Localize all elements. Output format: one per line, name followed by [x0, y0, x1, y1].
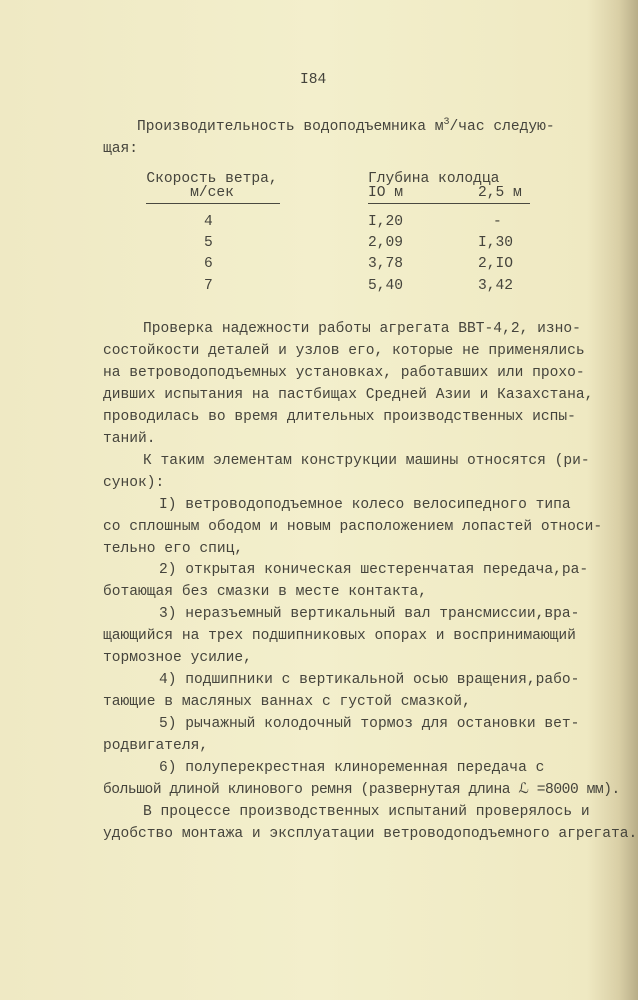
cell-speed: 5: [204, 235, 213, 251]
text-line: таний.: [103, 430, 156, 447]
superscript: 3: [443, 117, 450, 128]
cell-depth-2-5: I,30: [478, 235, 514, 251]
text-line: ботающая без смазки в месте контакта,: [103, 584, 428, 601]
text-line: сунок):: [103, 474, 165, 491]
cell-depth-2-5: -: [493, 214, 502, 230]
text-line: щающийся на трех подшипниковых опорах и воспринимающий: [103, 628, 576, 645]
table-row: [0, 256, 638, 277]
intro-line: [137, 117, 555, 135]
text-line: тормозное усилие,: [103, 650, 252, 667]
text-line: состойкости деталей и узлов его, которые не применялись: [103, 342, 585, 359]
intro-text-end: /час следую-: [449, 119, 555, 135]
text-line: тельно его спиц,: [103, 540, 244, 557]
table-row: [0, 235, 638, 256]
text-line: со сплошным ободом и новым расположением лопастей относи-: [103, 518, 603, 535]
table-rule: [368, 203, 530, 204]
table-row: [0, 278, 638, 299]
cell-speed: 4: [204, 214, 213, 230]
body-text: [103, 319, 638, 846]
cell-depth-10: 5,40: [368, 278, 404, 294]
text-line: на ветроводоподъемных установках, работавших или прохо-: [103, 364, 585, 381]
text-line: большой длиной клинового ремня (развернутая длина ℒ =8000 мм).: [103, 782, 620, 799]
text-line: К таким элементам конструкции машины относятся (ри-: [143, 452, 590, 469]
cell-depth-10: 2,09: [368, 235, 404, 251]
table-row: [0, 214, 638, 235]
page-number: I84: [300, 72, 327, 88]
intro-line-continued: щая:: [103, 141, 139, 157]
list-item: 4) подшипники с вертикальной осью вращения,рабо-: [159, 672, 580, 689]
cell-depth-10: I,20: [368, 214, 404, 230]
list-item: 5) рычажный колодочный тормоз для остановки вет-: [159, 716, 580, 733]
header-depth-2-5m: 2,5 м: [478, 185, 522, 201]
text-line: родвигателя,: [103, 738, 209, 755]
text-line: В процессе производственных испытаний проверялось и: [143, 803, 590, 820]
header-depth-10m: IO м: [368, 185, 404, 201]
header-wind-speed: Скорость ветра, м/сек: [146, 171, 278, 201]
text-line: проводилась во время длительных производственных испы-: [103, 408, 576, 425]
list-item: 2) открытая коническая шестеренчатая передача,ра-: [159, 562, 589, 579]
table-rule: [146, 203, 280, 204]
intro-text: Производительность водоподъемника м: [137, 119, 444, 135]
cell-depth-2-5: 3,42: [478, 278, 514, 294]
text-line: Проверка надежности работы агрегата ВВТ-4,2, изно-: [143, 321, 581, 337]
cell-depth-10: 3,78: [368, 256, 404, 272]
cell-speed: 6: [204, 256, 213, 272]
list-item: 3) неразъемный вертикальный вал трансмиссии,вра-: [159, 606, 580, 623]
cell-depth-2-5: 2,IO: [478, 256, 514, 272]
text-line: удобство монтажа и эксплуатации ветроводоподъемного агрегата.: [103, 825, 638, 842]
list-item: 6) полуперекрестная клиноременная передача с: [159, 760, 545, 777]
cell-speed: 7: [204, 278, 213, 294]
header-well-depth: Глубина колодца: [368, 171, 500, 187]
text-line: дивших испытания на пастбищах Средней Азии и Казахстана,: [103, 386, 594, 403]
text-line: тающие в масляных ваннах с густой смазкой,: [103, 694, 471, 711]
list-item: I) ветроводоподъемное колесо велосипедного типа: [159, 496, 571, 513]
